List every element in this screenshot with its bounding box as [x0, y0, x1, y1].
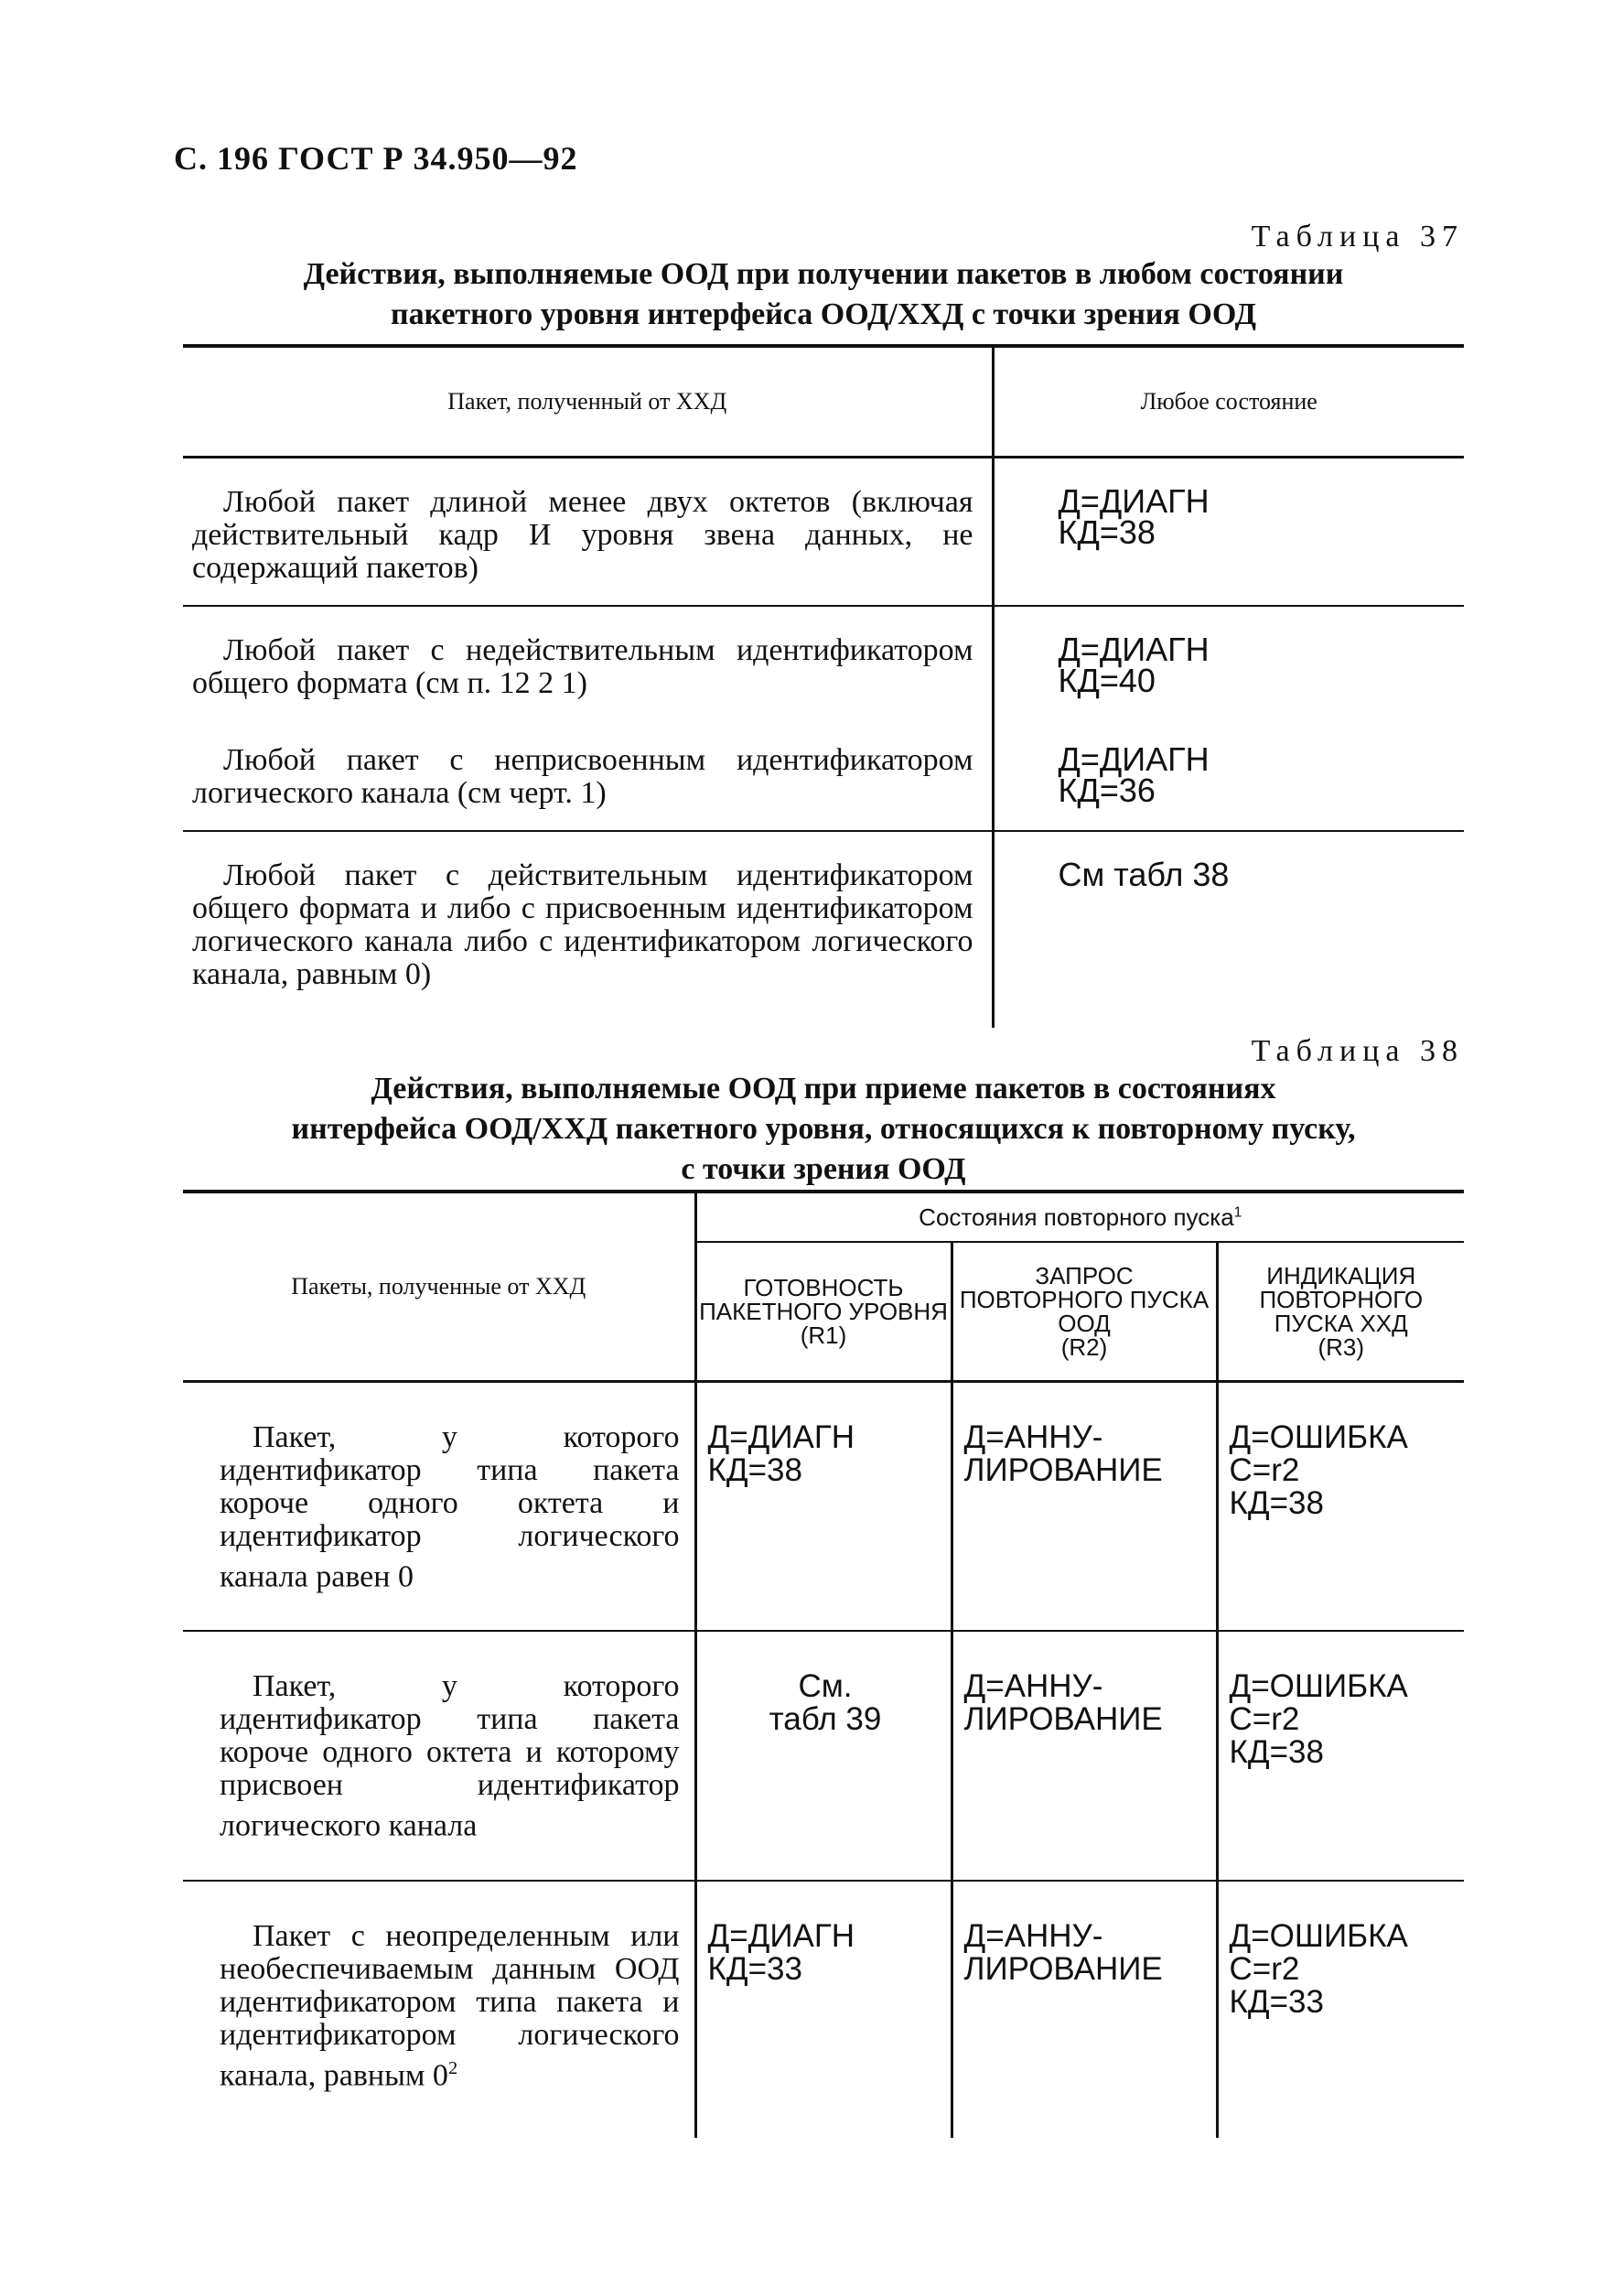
table-38-col-packets-header: Пакеты, полученные от ХХД	[183, 1192, 695, 1382]
table-37-title-line: Действия, выполняемые ООД при получении пакетов в любом состоянии	[303, 257, 1344, 291]
table-row	[183, 1631, 1464, 1880]
table-cell-description: Пакет, у которого идентификатор типа пакета короче одного октета и идентификатор логического канала равен 0	[183, 1382, 695, 1632]
table-cell-r3: Д=ОШИБКА С=r2 КД=38	[1229, 1419, 1408, 1521]
table-cell-description: Любой пакет с недействительным идентификатором общего формата (см п. 12 2 1)	[183, 606, 993, 720]
table-cell-r2: Д=АННУ- ЛИРОВАНИЕ	[952, 1881, 1217, 2138]
table-cell-description: Пакет с неопределенным или необеспечиваемым данным ООД идентификатором типа пакета и идентификатором логического канала, равным $0^2$	[183, 1881, 695, 2138]
table-38-title	[183, 1069, 1464, 1190]
table-cell-r3: Д=ОШИБКА С=r2 КД=38	[1217, 1631, 1464, 1880]
table-38-group-header: Состояния повторного пуска$^1$	[695, 1192, 1464, 1242]
table-cell-r2: Д=АННУ- ЛИРОВАНИЕ	[952, 1631, 1217, 1880]
table-row	[183, 720, 1464, 831]
state-header-r3: ИНДИКАЦИЯ ПОВТОРНОГО ПУСКА ХХД (R3)	[1217, 1242, 1464, 1382]
table-row	[183, 1881, 1464, 2138]
table-cell-action: Д=ДИАГН КД=40	[993, 606, 1464, 720]
table-row	[183, 831, 1464, 1028]
table-38-title-line: Действия, выполняемые ООД при приеме пакетов в состояниях	[371, 1072, 1276, 1106]
state-header-r1: ГОТОВНОСТЬ ПАКЕТНОГО УРОВНЯ (R1)	[695, 1242, 952, 1382]
table-row	[183, 606, 1464, 720]
table-cell-r1: Д=ДИАГН КД=38	[695, 1382, 952, 1632]
table-cell-r3: Д=ОШИБКА С=r2 КД=33	[1217, 1881, 1464, 2138]
table-row	[183, 458, 1464, 607]
table-38	[183, 1190, 1464, 2138]
table-cell-r2: Д=АННУ- ЛИРОВАНИЕ	[952, 1382, 1217, 1632]
table-37	[183, 344, 1464, 1028]
table-row	[183, 1382, 1464, 1632]
table-cell-description: Любой пакет с неприсвоенным идентификатором логического канала (см черт. 1)	[183, 720, 993, 831]
table-37-title	[183, 254, 1464, 335]
table-cell-description: Пакет, у которого идентификатор типа пакета короче одного октета и которому присвоен идентификатор логического канала	[183, 1631, 695, 1880]
table-38-title-line: интерфейса ООД/ХХД пакетного уровня, относящихся к повторному пуску,	[291, 1112, 1356, 1146]
table-cell-action: См табл 38	[993, 831, 1464, 1028]
table-cell-description: Любой пакет с действительным идентификатором общего формата и либо с присвоенным идентификатором логического канала либо с идентификатором логического канала, равным 0)	[183, 831, 993, 1028]
table-cell-description: Любой пакет длиной менее двух октетов (включая действительный кадр И уровня звена данных, не содержащий пакетов)	[183, 458, 993, 607]
page-header: С. 196 ГОСТ Р 34.950—92	[174, 140, 578, 177]
table-37-col-packet-header: Пакет, полученный от ХХД	[183, 346, 993, 458]
table-38-title-line: с точки зрения ООД	[681, 1152, 966, 1186]
table-37-header-row	[183, 346, 1464, 458]
table-cell-r1: См. табл 39	[695, 1631, 952, 1880]
table-37-label: Таблица 37	[1251, 220, 1464, 254]
table-cell-r1: Д=ДИАГН КД=33	[695, 1881, 952, 2138]
table-38-header-row	[183, 1192, 1464, 1242]
table-37-title-line: пакетного уровня интерфейса ООД/ХХД с точки зрения ООД	[391, 297, 1256, 331]
table-cell-action: Д=ДИАГН КД=38	[1058, 482, 1210, 551]
table-cell-action: Д=ДИАГН КД=36	[1058, 740, 1210, 809]
table-38-label: Таблица 38	[1251, 1034, 1464, 1068]
table-37-col-state-header: Любое состояние	[993, 346, 1464, 458]
state-header-r2: ЗАПРОС ПОВТОРНОГО ПУСКА ООД (R2)	[952, 1242, 1217, 1382]
